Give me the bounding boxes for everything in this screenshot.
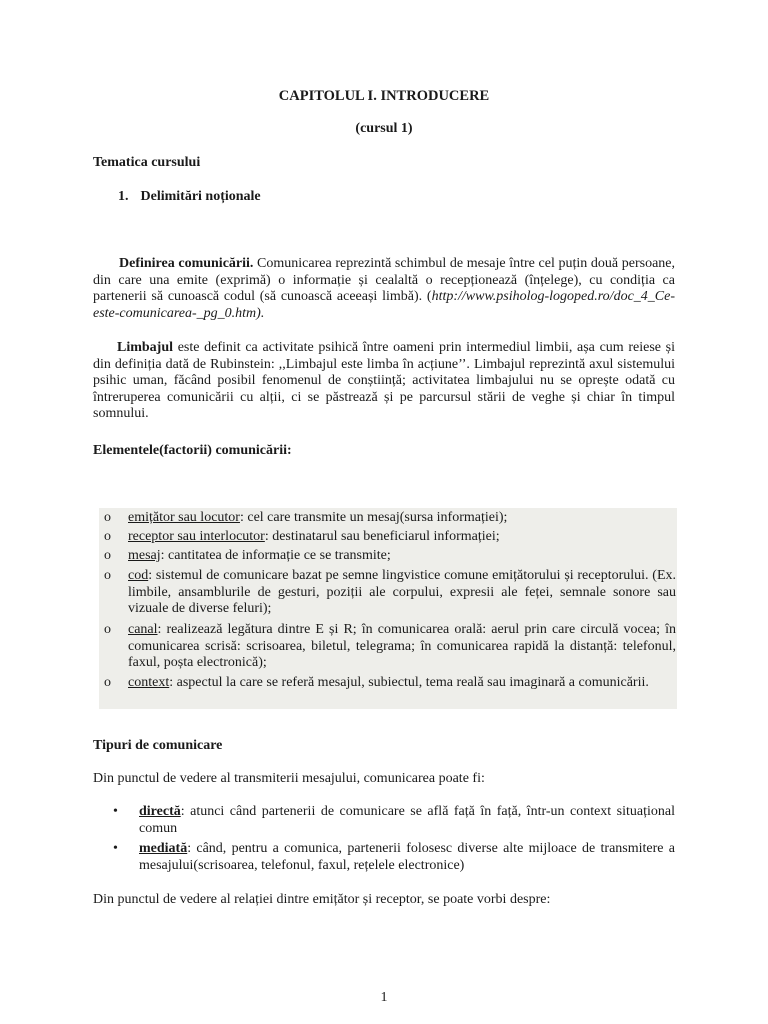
section-heading-types: Tipuri de comunicare — [93, 738, 223, 753]
list-marker: o — [104, 510, 111, 525]
bullet-marker: • — [113, 841, 118, 856]
list-item — [104, 622, 676, 674]
bullet-text: : când, pentru a comunica, partenerii folosesc diverse alte mijloace de transmitere a mesajului(scrisoarea, telefonul, faxul, rețelele electronice) — [139, 841, 675, 873]
list-term: mesaj — [128, 548, 161, 563]
paragraph-definition-communication — [93, 256, 675, 322]
list-item — [104, 568, 676, 620]
bullet-item — [113, 841, 675, 875]
relation-intro: Din punctul de vedere al relației dintre emițător și receptor, se poate vorbi despre: — [93, 892, 551, 907]
bullet-term: directă — [139, 804, 181, 819]
source-link[interactable]: http://www.psiholog-logoped.ro/doc_4_Ce-este-comunicarea-_pg_0.htm). — [93, 289, 675, 321]
list-item — [104, 675, 676, 709]
page-subtitle: (cursul 1) — [355, 121, 413, 136]
numbered-item-number: 1. — [118, 189, 129, 204]
transmission-intro: Din punctul de vedere al transmiterii mesajului, comunicarea poate fi: — [93, 771, 485, 786]
list-text: : aspectul la care se referă mesajul, subiectul, tema reală sau imaginară a comunicării. — [169, 675, 649, 690]
list-text: : sistemul de comunicare bazat pe semne lingvistice comune emițătorului și receptorului. (Ex. limbile, ansamblurile de gesturi, poziții ale corpului, expresii ale feței, semnale sonore sau vizuale de diverse feluri); — [128, 568, 676, 616]
list-marker: o — [104, 568, 111, 583]
page-title: CAPITOLUL I. INTRODUCERE — [278, 88, 490, 104]
section-heading-elements: Elementele(factorii) comunicării: — [93, 443, 292, 458]
definition-term: Definirea comunicării. — [119, 256, 254, 271]
definition-term: Limbajul — [117, 340, 174, 355]
section-heading-tematica: Tematica cursului — [93, 155, 201, 170]
bullet-term: mediată — [139, 841, 188, 856]
list-term: cod — [128, 568, 149, 583]
list-text: : cel care transmite un mesaj(sursa informației); — [239, 510, 508, 525]
list-term: receptor sau interlocutor — [128, 529, 265, 544]
list-text: : realizează legătura dintre E și R; în comunicarea orală: aerul prin care circulă vocea; în comunicarea scrisă: scrisoarea, biletul, telegrama; în comunicarea rapidă la distanță: telefonul, faxul, poșta electronică); — [128, 622, 676, 670]
list-term: context — [128, 675, 170, 690]
list-marker: o — [104, 622, 111, 637]
definition-text: este definit ca activitate psihică între oameni prin intermediul limbii, așa cum reiese și din definiția dată de Rubinstein: ,,Limbajul este limba în acțiune’’. Limbajul reprezintă axul sistemului psihic uman, făcând posibil fenomenul de conștiință; activitatea limbajului nu se oprește odată cu întreruperea comunicării cu alții, ci se păstrează și pe parcursul stării de veghe și chiar în timpul somnului. — [93, 340, 675, 421]
list-marker: o — [104, 675, 111, 690]
list-item — [104, 548, 676, 565]
numbered-item — [118, 189, 261, 205]
list-text: : destinatarul sau beneficiarul informației; — [264, 529, 500, 544]
list-term: canal — [128, 622, 158, 637]
bullet-text: : atunci când partenerii de comunicare se află față în față, într-un context situațional comun — [139, 804, 675, 836]
list-text: : cantitatea de informație ce se transmite; — [160, 548, 391, 563]
page-number: 1 — [380, 990, 388, 1005]
list-marker: o — [104, 548, 111, 563]
paragraph-definition-language — [93, 340, 675, 423]
list-item — [104, 510, 676, 527]
definition-text: Comunicarea reprezintă schimbul de mesaje între cel puțin două persoane, din care una emite (exprimă) o informație și cealaltă o recepționează (înțelege), cu condiția ca partenerii să cunoască codul (să cunoască aceeași limbă). ( — [93, 256, 675, 304]
list-item — [104, 529, 676, 546]
list-term: emițător sau locutor — [128, 510, 240, 525]
list-marker: o — [104, 529, 111, 544]
bullet-marker: • — [113, 804, 118, 819]
numbered-item-label: Delimitări noționale — [140, 189, 261, 204]
bullet-item — [113, 804, 675, 838]
